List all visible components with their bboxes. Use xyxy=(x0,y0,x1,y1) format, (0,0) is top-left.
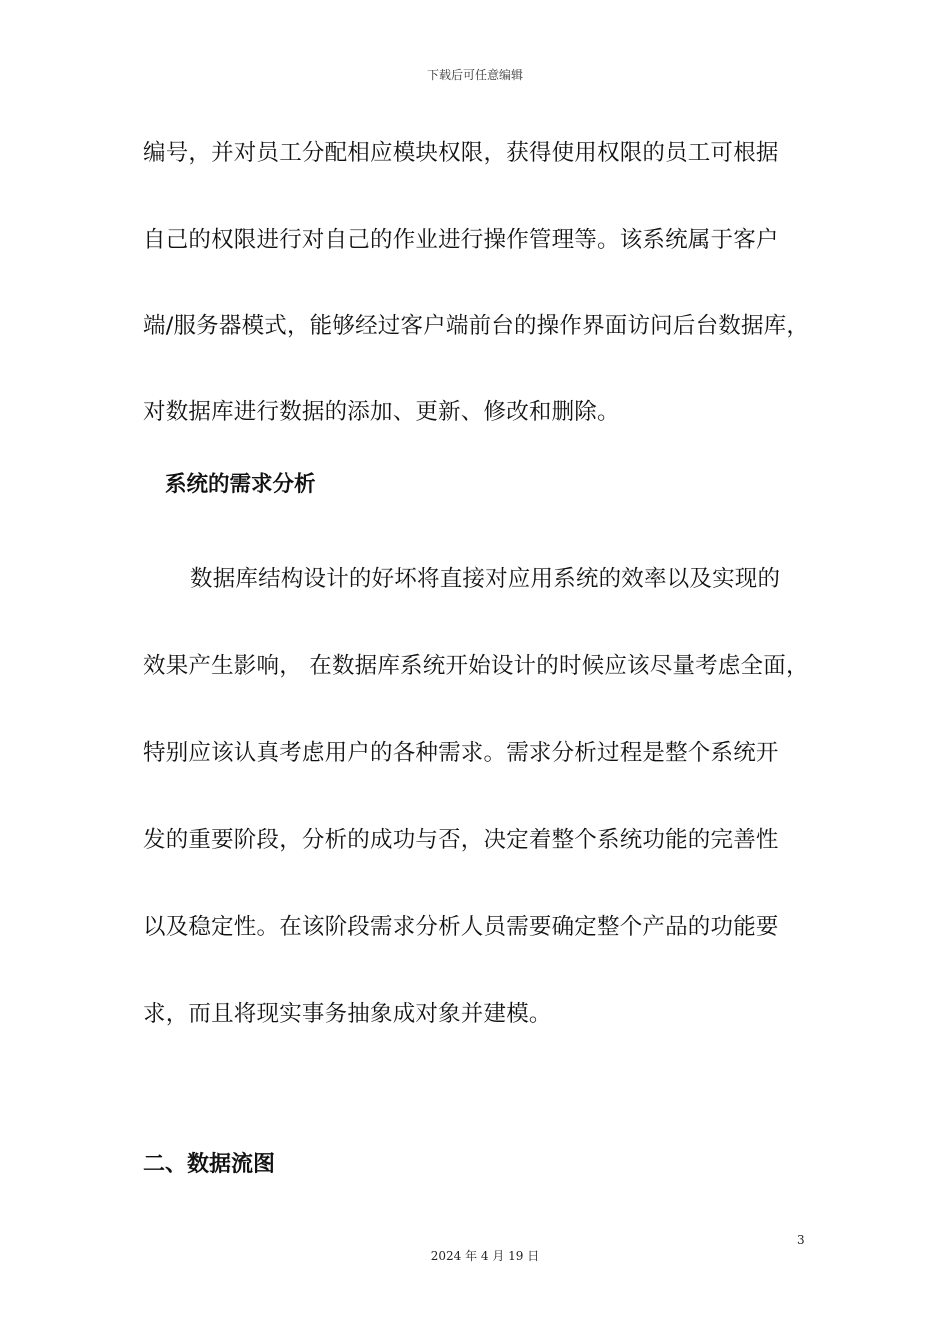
body-text-line: 数据库结构设计的好坏将直接对应用系统的效率以及实现的 xyxy=(190,566,781,592)
section-heading: 系统的需求分析 xyxy=(165,472,316,497)
body-text-line: 效果产生影响， 在数据库系统开始设计的时候应该尽量考虑全面， xyxy=(143,653,809,679)
body-text-line: 自己的权限进行对自己的作业进行操作管理等。该系统属于客户 xyxy=(143,227,779,253)
body-text-line: 求，而且将现实事务抽象成对象并建模。 xyxy=(143,1001,552,1027)
page-header-note: 下载后可任意编辑 xyxy=(426,68,523,82)
body-text-line: 端/服务器模式，能够经过客户端前台的操作界面访问后台数据库， xyxy=(143,313,810,339)
body-text-line: 发的重要阶段，分析的成功与否，决定着整个系统功能的完善性 xyxy=(143,827,779,853)
body-text-line: 以及稳定性。在该阶段需求分析人员需要确定整个产品的功能要 xyxy=(143,914,779,940)
body-text-line: 对数据库进行数据的添加、更新、修改和删除。 xyxy=(143,399,620,425)
footer-date: 2024 年 4 月 19 日 xyxy=(430,1249,540,1263)
body-text-line: 特别应该认真考虑用户的各种需求。需求分析过程是整个系统开 xyxy=(143,740,779,766)
chapter-heading: 二、数据流图 xyxy=(143,1152,276,1177)
body-text-line: 编号，并对员工分配相应模块权限，获得使用权限的员工可根据 xyxy=(143,140,779,166)
page-number: 3 xyxy=(797,1233,805,1247)
